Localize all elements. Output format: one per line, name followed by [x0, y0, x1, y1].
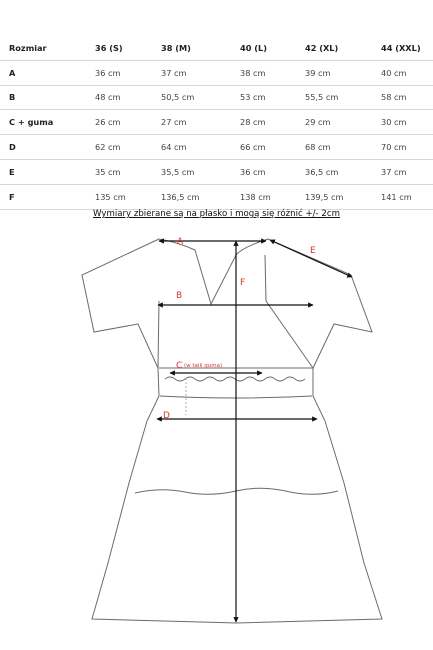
table-row — [0, 60, 433, 85]
dress-left-armhole — [158, 301, 159, 368]
table-cell: 50,5 cm — [161, 92, 195, 103]
table-cell: 27 cm — [161, 117, 187, 128]
table-row — [0, 110, 433, 135]
table-cell: 39 cm — [305, 67, 331, 78]
header-44xxl: 44 (XXL) — [381, 42, 421, 53]
header-42xl: 42 (XL) — [305, 42, 339, 53]
table-header-row — [0, 36, 433, 60]
header-36s: 36 (S) — [95, 42, 123, 53]
measurement-note: Wymiary zbierane są na płasko i mogą się różnić +/- 2cm — [93, 209, 340, 219]
table-cell: 37 cm — [381, 166, 407, 177]
table-cell: 35 cm — [95, 166, 121, 177]
table-row — [0, 135, 433, 160]
measurement-arrows — [157, 240, 352, 622]
table-cell: 139,5 cm — [305, 191, 344, 202]
row-label: E — [9, 166, 15, 177]
table-cell: 36,5 cm — [305, 166, 339, 177]
table-cell: 62 cm — [95, 142, 121, 153]
table-cell: 36 cm — [95, 67, 121, 78]
table-cell: 136,5 cm — [161, 191, 200, 202]
dress-right-armhole — [265, 255, 313, 368]
table-cell: 40 cm — [381, 67, 407, 78]
table-cell: 55,5 cm — [305, 92, 339, 103]
label-c-note: (w talii guma) — [184, 363, 223, 369]
table-cell: 29 cm — [305, 117, 331, 128]
row-label: F — [9, 191, 15, 202]
label-a: A — [177, 237, 184, 247]
table-row — [0, 184, 433, 209]
table-cell: 66 cm — [240, 142, 266, 153]
table-cell: 30 cm — [381, 117, 407, 128]
dress-measurement-diagram — [0, 225, 433, 650]
label-e: E — [310, 246, 316, 256]
table-cell: 26 cm — [95, 117, 121, 128]
label-d: D — [163, 411, 170, 421]
row-label: D — [9, 142, 16, 153]
header-38m: 38 (M) — [161, 42, 191, 53]
table-cell: 64 cm — [161, 142, 187, 153]
table-cell: 37 cm — [161, 67, 187, 78]
header-40l: 40 (L) — [240, 42, 267, 53]
table-cell: 48 cm — [95, 92, 121, 103]
table-row — [0, 159, 433, 184]
dress-silhouette — [82, 239, 382, 623]
label-c: C — [176, 361, 183, 371]
size-table — [0, 36, 433, 210]
table-cell: 53 cm — [240, 92, 266, 103]
table-cell: 58 cm — [381, 92, 407, 103]
table-cell: 141 cm — [381, 191, 412, 202]
table-cell: 36 cm — [240, 166, 266, 177]
label-f: F — [240, 278, 246, 288]
header-size: Rozmiar — [9, 42, 47, 53]
dress-outline — [82, 239, 382, 623]
table-cell: 28 cm — [240, 117, 266, 128]
table-cell: 70 cm — [381, 142, 407, 153]
table-row — [0, 85, 433, 110]
table-cell: 38 cm — [240, 67, 266, 78]
diagram-labels — [163, 237, 316, 421]
label-b: B — [176, 291, 183, 301]
table-cell: 135 cm — [95, 191, 126, 202]
row-label: C + guma — [9, 117, 54, 128]
table-cell: 35,5 cm — [161, 166, 195, 177]
row-label: A — [9, 67, 16, 78]
row-label: B — [9, 92, 16, 103]
table-cell: 68 cm — [305, 142, 331, 153]
table-cell: 138 cm — [240, 191, 271, 202]
